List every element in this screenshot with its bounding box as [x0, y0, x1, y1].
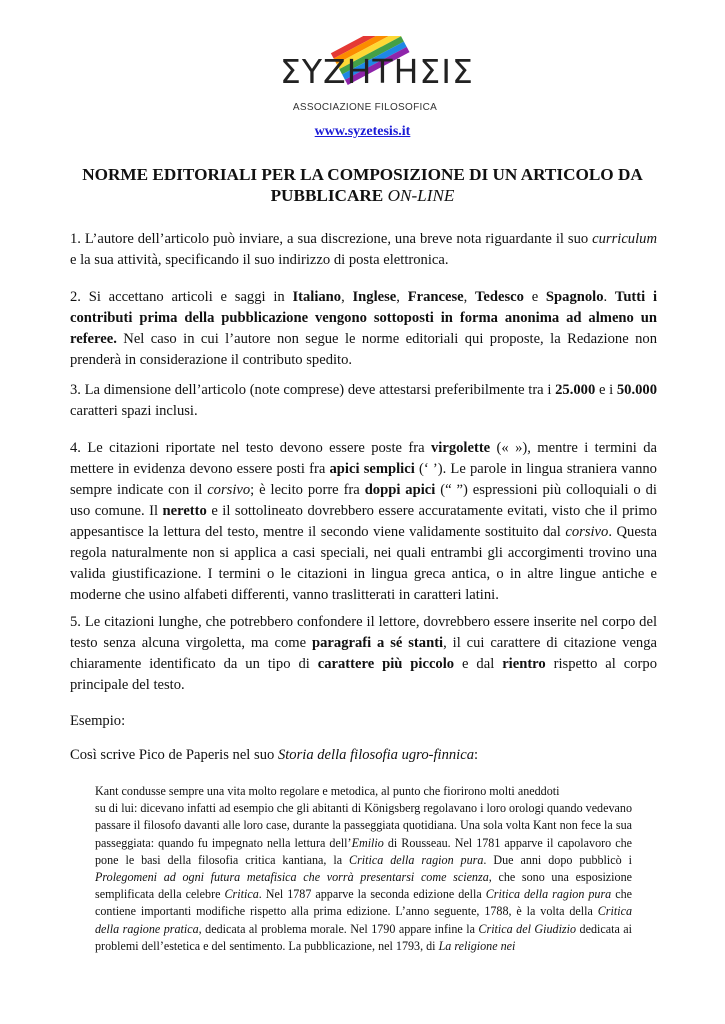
text: Inglese — [352, 289, 397, 305]
text: : — [474, 747, 479, 763]
text: . Nel 1787 apparve la seconda edizione della — [258, 887, 486, 902]
text: . Due anni dopo pubblicò i — [483, 852, 632, 867]
text: carattere più piccolo — [317, 656, 455, 672]
logo-wordmark: ΣΥΖΗΤΗΣΙΣ — [280, 52, 474, 91]
text: Italiano — [292, 289, 342, 305]
text: apici semplici — [329, 461, 415, 477]
text: Tutti i contributi prima della pubblicazione vengono sottoposti in forma anonima ad almeno un referee. — [70, 289, 658, 347]
text: caratteri spazi inclusi. — [70, 403, 198, 419]
text: ; è lecito porre fra — [250, 482, 365, 498]
paragraph-3 — [70, 380, 657, 422]
text: corsivo — [207, 482, 251, 498]
text: e — [523, 289, 546, 305]
logo-subtitle: ASSOCIAZIONE FILOSOFICA — [292, 102, 438, 113]
text: e i — [595, 382, 617, 398]
text: Spagnolo — [545, 289, 604, 305]
text: , dedicata al problema morale. Nel 1790 appare infine la — [198, 921, 479, 936]
text: , — [396, 289, 408, 305]
paragraph-1 — [70, 229, 657, 271]
page-title — [80, 164, 645, 206]
text: Prolegomeni ad ogni futura metafisica che vorrà presentarsi come scienza — [95, 870, 489, 885]
title-emphasis: ON-LINE — [387, 186, 455, 205]
text: virgolette — [431, 440, 491, 456]
title-main: NORME EDITORIALI PER LA COMPOSIZIONE DI UN ARTICOLO DA PUBBLICARE — [82, 165, 643, 205]
text: Storia della filosofia ugro-finnica — [277, 747, 475, 763]
website-link[interactable]: www.syzetesis.it — [314, 124, 411, 139]
text: (“ ”) espressioni più colloquiali o di uso comune. Il — [70, 482, 657, 519]
text: (« »), mentre i termini da mettere in evidenza devono essere posti fra — [70, 440, 657, 477]
text: , — [341, 289, 353, 305]
text: 3. La dimensione dell’articolo (note comprese) deve attestarsi preferibilmente tra i — [70, 382, 556, 398]
quote-intro — [70, 745, 657, 766]
association-logo — [280, 36, 474, 126]
text: neretto — [162, 503, 207, 519]
paragraph-5 — [70, 612, 657, 696]
text: . — [603, 289, 615, 305]
text: , il cui carattere di citazione venga chiaramente identificato da un tipo di — [70, 635, 658, 672]
text: Così scrive Pico de Paperis nel suo — [70, 747, 278, 763]
text: Critica — [224, 887, 259, 902]
text: doppi apici — [364, 482, 436, 498]
paragraph-2 — [70, 287, 657, 371]
text: 50.000 — [616, 382, 657, 398]
text: Francese — [407, 289, 464, 305]
text: paragrafi a sé stanti — [312, 635, 444, 651]
text: e la sua attività, specificando il suo indirizzo di posta elettronica. — [70, 252, 449, 268]
block-quote — [95, 783, 632, 955]
text: e il sottolineato dovrebbero essere accuratamente evitati, visto che il primo appesantisce la lettura del testo, mentre il secondo viene validamente sostituito dal — [70, 503, 657, 540]
text: 2. Si accettano articoli e saggi in — [70, 289, 293, 305]
text: dedicata ai problemi dell’estetica e del sentimento. La pubblicazione, nel 1793, di — [95, 921, 633, 953]
text: che contiene importanti modifiche rispetto alla prima edizione. L’anno seguente, 1788, è la volta della — [95, 887, 633, 919]
text: su di lui: dicevano infatti ad esempio che gli abitanti di Königsberg regolavano i loro orologi quando vedevano passare il filosofo davanti alle loro case, durante la passeggiata quotidiana. Una sola volta Kant non fece la sua passeggiata: quando fu impegnato nella lettura dell’ — [95, 801, 632, 850]
text: 1. L’autore dell’articolo può inviare, a sua discrezione, una breve nota riguardante il suo — [70, 231, 593, 247]
text: Critica della ragione pratica — [95, 904, 632, 936]
text: 25.000 — [555, 382, 596, 398]
text: . Questa regola naturalmente non si applica a casi speciali, nei quali entrambi gli accorgimenti trovino una valida giustificazione. I termini o le citazioni in lingua greca antica, o in altre lingue antiche e moderne che usino alfabeti differenti, vanno traslitterati in caratteri latini. — [70, 524, 658, 603]
text: Critica del Giudizio — [478, 921, 577, 936]
text: Nel caso in cui l’autore non segue le norme editoriali qui proposte, la Redazione non prenderà in considerazione il contributo spedito. — [70, 331, 657, 368]
text: di Rousseau. Nel 1781 apparve il capolavoro che pone le basi della filosofia critica kantiana, la — [95, 835, 633, 867]
text: , — [463, 289, 476, 305]
text: curriculum — [592, 231, 657, 247]
text: , che sono una esposizione semplificata della celebre — [95, 870, 632, 902]
text: Emilio — [351, 835, 384, 850]
text: corsivo — [565, 524, 609, 540]
text: Critica della ragion pura — [349, 852, 484, 867]
paragraph-4 — [70, 438, 657, 606]
text: La religione nei — [438, 938, 516, 953]
text: 4. Le citazioni riportate nel testo devono essere poste fra — [70, 440, 431, 456]
text: Kant condusse sempre una vita molto regolare e metodica, al punto che fiorirono molti aneddoti — [95, 784, 560, 798]
text: rientro — [502, 656, 546, 672]
example-label: Esempio: — [70, 713, 126, 729]
text: rispetto al corpo principale del testo. — [70, 656, 657, 693]
text: Tedesco — [475, 289, 524, 305]
text: 5. Le citazioni lunghe, che potrebbero confondere il lettore, dovrebbero essere inserite nel corpo del testo senza alcuna virgoletta, ma come — [70, 614, 657, 651]
text: (‘ ’). Le parole in lingua straniera vanno sempre indicate con il — [70, 461, 657, 498]
text: e dal — [454, 656, 503, 672]
text: Critica della ragion pura — [485, 887, 612, 902]
